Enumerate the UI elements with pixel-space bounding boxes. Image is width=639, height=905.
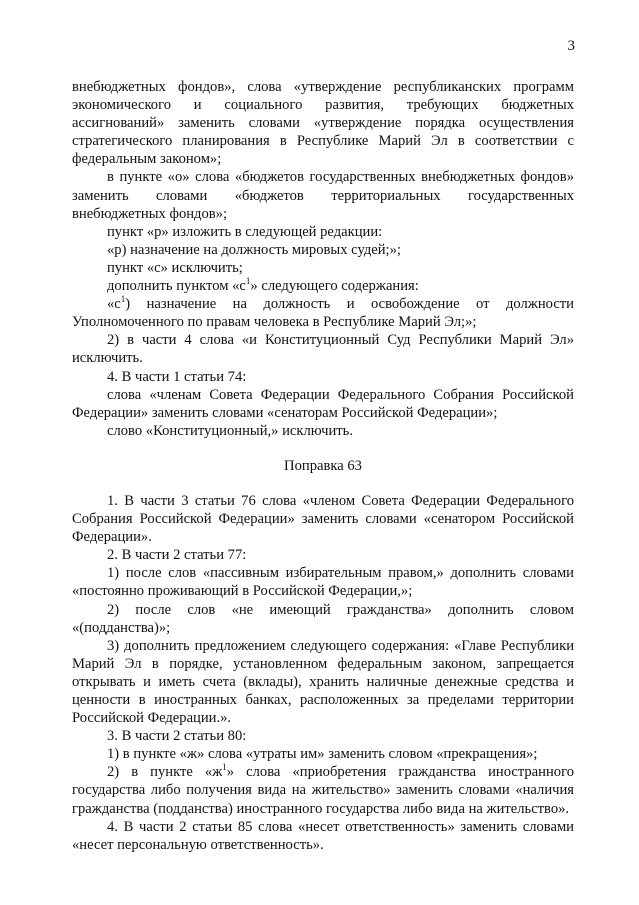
text-run: 2) в пункте «ж [107, 764, 223, 781]
text-run: » следующего содержания: [250, 278, 419, 295]
superscript: 1 [120, 294, 126, 305]
paragraph [72, 763, 574, 817]
paragraph: пункт «р» изложить в следующей редакции: [107, 223, 383, 240]
paragraph: слово «Конституционный,» исключить. [107, 422, 353, 439]
text-run: дополнить пунктом «с [107, 278, 246, 295]
paragraph: в пункте «о» слова «бюджетов государственных внебюджетных фондов» заменить словами «бюджетов территориальных государственных внебюджетных фондов»; [72, 169, 574, 222]
text-run: » слова «приобретения гражданства иностранного государства либо получения вида на жительство» заменить словами «наличия гражданства (подданства) иностранного государства либо вида на жительство». [72, 764, 574, 817]
paragraph: 3) дополнить предложением следующего содержания: «Главе Республики Марий Эл в порядке, установленном федеральным законом, запрещается открывать и иметь счета (вклады), хранить наличные денежные средства и ценности в иностранных банках, расположенных за пределами территории Российской Федерации.». [72, 637, 574, 727]
paragraph: 2) в части 4 слова «и Конституционный Суд Республики Марий Эл» исключить. [72, 332, 574, 367]
paragraph: 1) после слов «пассивным избирательным правом,» дополнить словами «постоянно проживающий в Российской Федерации,»; [72, 565, 574, 600]
superscript: 1 [245, 276, 251, 287]
paragraph [72, 277, 574, 295]
paragraph: 4. В части 2 статьи 85 слова «несет ответственность» заменить словами «несет персональную ответственность». [72, 818, 574, 853]
paragraph: слова «членам Совета Федерации Федерального Собрания Российской Федерации» заменить словами «сенаторам Российской Федерации»; [72, 386, 574, 421]
paragraph: 2. В части 2 статьи 77: [107, 547, 247, 564]
paragraph: «р) назначение на должность мировых судей;»; [107, 241, 401, 258]
paragraph [72, 295, 574, 331]
paragraph: 3. В части 2 статьи 80: [107, 728, 247, 745]
paragraph: 1. В части 3 статьи 76 слова «членом Совета Федерации Федерального Собрания Российской Федерации» заменить словами «сенатором Российской Федерации». [72, 492, 574, 546]
document-body [72, 78, 574, 854]
page-number: 3 [567, 38, 575, 54]
text-run: «с [107, 296, 121, 313]
paragraph: 1) в пункте «ж» слова «утраты им» заменить словом «прекращения»; [107, 746, 538, 763]
amendment-heading: Поправка 63 [284, 457, 362, 474]
paragraph: 2) после слов «не имеющий гражданства» дополнить словом «(подданства)»; [72, 601, 574, 636]
paragraph: пункт «с» исключить; [107, 259, 243, 276]
paragraph: 4. В части 1 статьи 74: [107, 368, 247, 385]
superscript: 1 [222, 762, 227, 773]
paragraph: внебюджетных фондов», слова «утверждение республиканских программ экономического и социального развития, требующих бюджетных ассигнований» заменить словами «утверждение порядка осуществления стратегического планирования в Республике Марий Эл в соответствии с федеральным законом»; [72, 79, 574, 168]
text-run: ) назначение на должность и освобождение от должности Уполномоченного по правам человека в Республике Марий Эл;»; [72, 296, 574, 331]
